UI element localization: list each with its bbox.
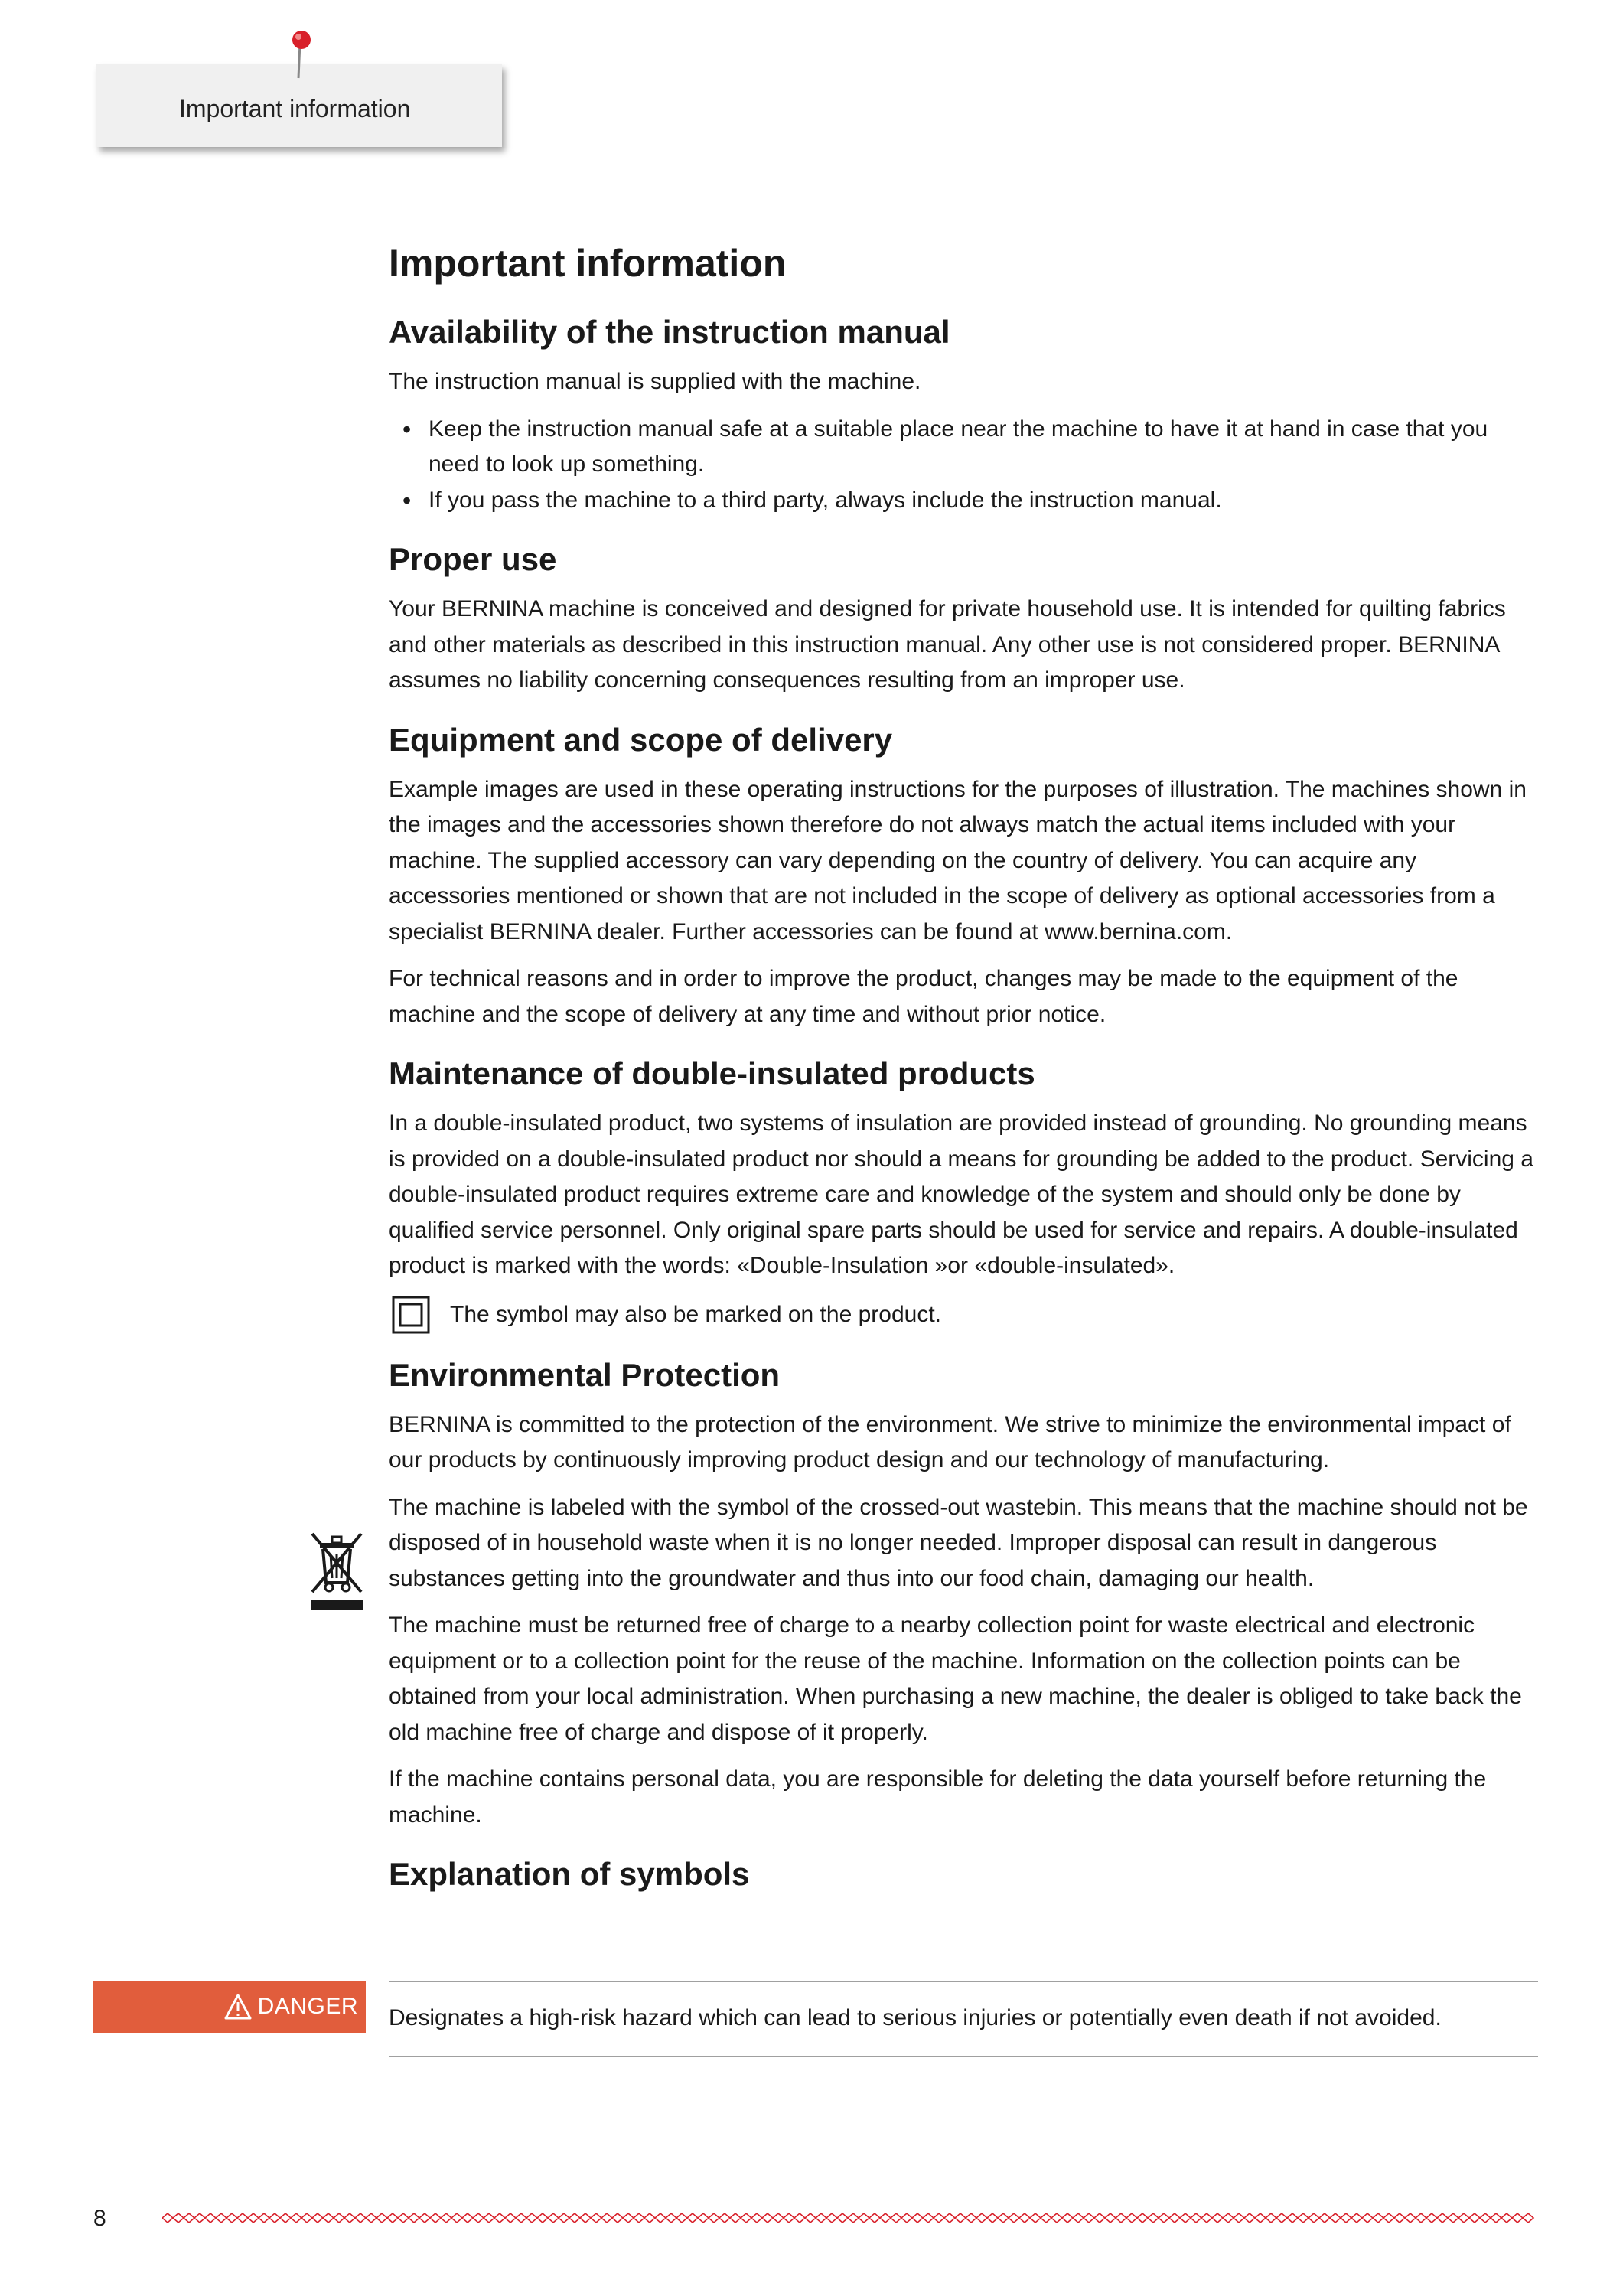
maintenance-text: In a double-insulated product, two systems of insulation are provided instead of grounding. No grounding means is provided on a double-insulated product nor should a means for grounding be added to the product. Servicing a double-insulated product requires extreme care and knowledge of the system and should only be done by qualified service personnel. Only original spare parts should be used for service and repairs. A double-insulated product is marked with the words: «Double-Insulation »or «double-insulated». <box>389 1110 1533 1278</box>
section-heading-maintenance: Maintenance of double-insulated products <box>389 1055 1035 1091</box>
symbol-table-row <box>389 1981 1538 2057</box>
environment-paragraph-4: If the machine contains personal data, you are responsible for deleting the data yourself before returning the machine. <box>389 1766 1487 1828</box>
page-number: 8 <box>93 2206 106 2231</box>
page-title: Important information <box>389 242 787 285</box>
section-proper-use <box>389 540 1538 699</box>
equipment-paragraph-2: For technical reasons and in order to improve the product, changes may be made to the equipment of the machine and the scope of delivery at any time and without prior notice. <box>389 966 1458 1027</box>
section-heading-equipment: Equipment and scope of delivery <box>389 721 893 758</box>
pushpin-icon <box>283 28 321 81</box>
warning-triangle-icon <box>224 1994 252 2020</box>
section-equipment <box>389 720 1538 1033</box>
footer-diamond-pattern <box>162 2213 1533 2223</box>
header-tab-title: Important information <box>179 95 411 122</box>
danger-label: DANGER <box>257 1994 358 2019</box>
section-maintenance <box>389 1054 1538 1334</box>
footer-decorative-line <box>162 2210 1540 2226</box>
double-insulation-note <box>389 1296 1538 1334</box>
double-insulation-icon <box>392 1296 430 1334</box>
section-heading-environment: Environmental Protection <box>389 1356 781 1393</box>
main-content <box>389 230 1538 1906</box>
availability-intro: The instruction manual is supplied with the machine. <box>389 369 921 394</box>
proper-use-text: Your BERNINA machine is conceived and designed for private household use. It is intended for quilting fabrics and other materials as described in this instruction manual. Any other use is not considered proper. BERNINA assumes no liability concerning consequences resulting from an improper use. <box>389 596 1506 693</box>
section-heading-availability: Availability of the instruction manual <box>389 314 950 350</box>
section-environment <box>389 1355 1538 1834</box>
double-insulation-note-text: The symbol may also be marked on the product. <box>450 1301 941 1327</box>
list-item: • Keep the instruction manual safe at a suitable place near the machine to have it at hand in case that you need to look up something. <box>389 412 1538 483</box>
environment-paragraph-2: The machine is labeled with the symbol of the crossed-out wastebin. This means that the machine should not be disposed of in household waste when it is no longer needed. Improper disposal can result in dangerous substances getting into the groundwater and thus into our food chain, damaging our health. <box>389 1494 1528 1591</box>
danger-badge <box>93 1981 366 2033</box>
environment-paragraph-3: The machine must be returned free of charge to a nearby collection point for waste electrical and electronic equipment or to a collection point for the reuse of the machine. Information on the collection points can be obtained from your local administration. When purchasing a new machine, the dealer is obliged to take back the old machine free of charge and dispose of it properly. <box>389 1613 1522 1745</box>
equipment-paragraph-1: Example images are used in these operating instructions for the purposes of illustration. The machines shown in the images and the accessories shown therefore do not always match the actual items included with your machine. The supplied accessory can vary depending on the country of delivery. You can acquire any accessories mentioned or shown that are not included in the scope of delivery as optional accessories from a specialist BERNINA dealer. Further accessories can be found at www.bernina.com. <box>389 776 1527 944</box>
list-item: • If you pass the machine to a third party, always include the instruction manual. <box>389 483 1538 519</box>
section-heading-symbols: Explanation of symbols <box>389 1856 750 1892</box>
section-heading-proper-use: Proper use <box>389 541 557 577</box>
environment-paragraph-1: BERNINA is committed to the protection of the environment. We strive to minimize the environmental impact of our products by continuously improving product design and our technology of manufacturing. <box>389 1411 1511 1473</box>
danger-description: Designates a high-risk hazard which can lead to serious injuries or potentially even death if not avoided. <box>389 2005 1442 2030</box>
section-symbols <box>389 1854 1538 1894</box>
availability-list <box>389 412 1538 519</box>
crossed-out-wastebin-icon <box>309 1531 364 1612</box>
